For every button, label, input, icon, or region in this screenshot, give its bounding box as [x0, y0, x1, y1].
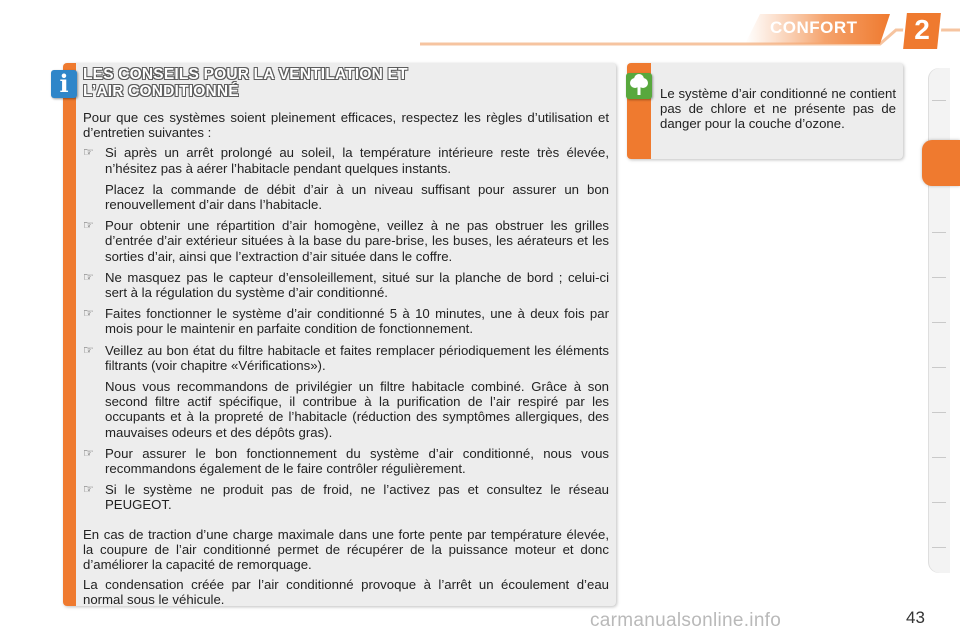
- list-item-text: Ne masquez pas le capteur d’ensoleillement, situé sur la planche de bord ; celui-ci sert à la régulation du système d’air conditionné.: [105, 269, 609, 301]
- tab-divider: [932, 547, 946, 548]
- tab-divider: [932, 367, 946, 368]
- list-item: [83, 270, 609, 300]
- list-item-text: Pour assurer le bon fonctionnement du système d’air conditionné, nous vous recommandons également de le faire contrôler régulièrement.: [105, 445, 609, 477]
- info-icon: i: [51, 70, 77, 98]
- tab-divider: [932, 412, 946, 413]
- pointing-hand-icon: ☞: [83, 342, 94, 357]
- chapter-tab-active[interactable]: [922, 140, 960, 186]
- list-item-text: Placez la commande de débit d’air à un niveau suffisant pour assurer un bon renouvellement d’air dans l’habitacle.: [105, 181, 609, 213]
- list-item-text: Veillez au bon état du filtre habitacle et faites remplacer périodiquement les éléments filtrants (voir chapitre «Vérifications»).: [105, 342, 609, 373]
- list-item-text: Si après un arrêt prolongé au soleil, la température intérieure reste très élevée, n’hésitez pas à aérer l’habitacle pendant quelques instants.: [105, 145, 609, 176]
- page-title: [83, 66, 483, 100]
- tab-divider: [932, 277, 946, 278]
- pointing-hand-icon: ☞: [83, 145, 94, 160]
- list-item: [83, 446, 609, 476]
- list-item: [83, 379, 609, 440]
- watermark: carmanualsonline.info: [590, 610, 782, 631]
- page-number: 43: [906, 608, 925, 627]
- list-item: [83, 145, 609, 175]
- list-item-text: Pour obtenir une répartition d’air homogène, veillez à ne pas obstruer les grilles d’entrée d’air extérieur situées à la base du pare-brise, les buses, les aérateurs et les sorties d’air, ainsi que l’extraction d’air située dans le coffre.: [105, 218, 609, 264]
- pointing-hand-icon: ☞: [83, 482, 94, 497]
- chapter-title: CONFORT: [770, 18, 858, 37]
- eco-note: Le système d’air conditionné ne contient pas de chlore et ne présente pas de danger pour la couche d’ozone.: [660, 86, 896, 132]
- list-item: [83, 218, 609, 264]
- towing-paragraph: En cas de traction d’une charge maximale dans une forte pente par température élevée, la coupure de l’air conditionné permet de récupérer de la puissance moteur et donc d’améliorer la capacité de remorquage.: [83, 526, 609, 573]
- pointing-hand-icon: ☞: [83, 306, 94, 321]
- intro-paragraph: Pour que ces systèmes soient pleinement efficaces, respectez les règles d’utilisation et d’entretien suivantes :: [83, 110, 609, 141]
- pointing-hand-icon: ☞: [83, 445, 94, 460]
- list-item-text: Nous vous recommandons de privilégier un filtre habitacle combiné. Grâce à son second filtre actif spécifique, il contribue à la purification de l’air respiré par les occupants et à la propreté de l’habitacle (réduction des symptômes allergiques, des mauvaises odeurs et des dépôts gras).: [105, 379, 609, 440]
- panel-accent-bar: [63, 63, 76, 606]
- condensation-paragraph: La condensation créée par l’air conditionné provoque à l’arrêt un écoulement d’eau normal sous le véhicule.: [83, 577, 609, 608]
- chapter-number: 2: [914, 14, 930, 45]
- list-item: [83, 482, 609, 512]
- tab-divider: [932, 100, 946, 101]
- advice-body: [83, 110, 609, 613]
- tab-divider: [932, 502, 946, 503]
- list-item-text: Faites fonctionner le système d’air conditionné 5 à 10 minutes, une à deux fois par mois pour le maintenir en parfaite condition de fonctionnement.: [105, 306, 609, 337]
- pointing-hand-icon: ☞: [83, 218, 94, 233]
- pointing-hand-icon: ☞: [83, 269, 94, 284]
- advice-list: [83, 145, 609, 512]
- title-line: LES CONSEILS POUR LA VENTILATION ET: [83, 66, 408, 83]
- eco-leaf-icon: [626, 73, 652, 99]
- tab-divider: [932, 322, 946, 323]
- list-item-text: Si le système ne produit pas de froid, ne l’activez pas et consultez le réseau PEUGEOT.: [105, 482, 609, 513]
- title-line: L’AIR CONDITIONNÉ: [83, 83, 239, 100]
- list-item: [83, 306, 609, 336]
- list-item: [83, 343, 609, 373]
- list-item: [83, 182, 609, 212]
- tab-divider: [932, 232, 946, 233]
- tab-divider: [932, 457, 946, 458]
